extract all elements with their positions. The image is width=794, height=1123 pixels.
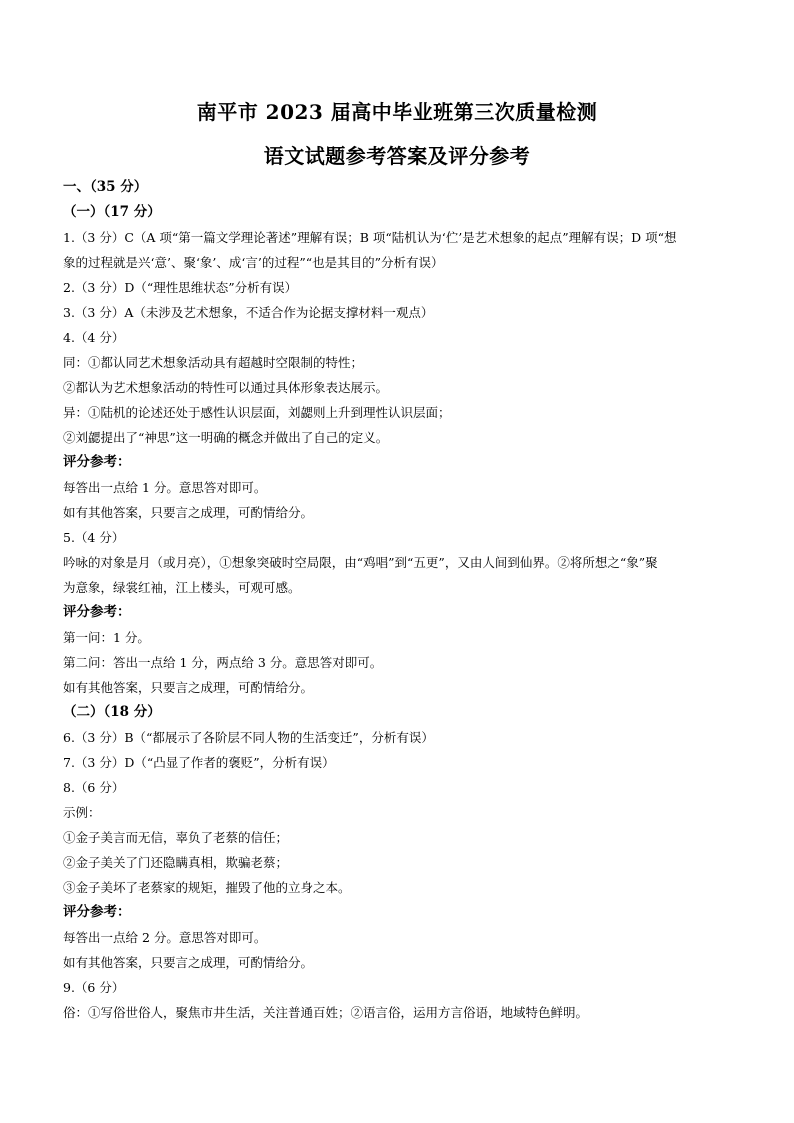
text-line: 象的过程就是兴‘意’、聚‘象’、成‘言’的过程”“也是其目的”分析有误） <box>63 255 444 270</box>
text-line: ②刘勰提出了“神思”这一明确的概念并做出了自己的定义。 <box>63 430 389 445</box>
document-subtitle: 语文试题参考答案及评分参考 <box>263 144 531 168</box>
text-line: 2.（3 分）D（“理性思维状态”分析有误） <box>63 280 298 295</box>
text-line: ③金子美坏了老蔡家的规矩，摧毁了他的立身之本。 <box>63 880 351 895</box>
text-line: 8.（6 分） <box>63 780 125 795</box>
text-line: 第一问：1 分。 <box>63 630 150 645</box>
document-title: 南平市 2023 届高中毕业班第三次质量检测 <box>196 100 598 124</box>
text-line: 俗：①写俗世俗人，聚焦市井生活，关注普通百姓；②语言俗，运用方言俗语，地域特色鲜明。 <box>63 1005 589 1020</box>
subsection-heading-2: （二）（18 分） <box>63 704 161 720</box>
text-line: 示例： <box>63 805 101 820</box>
text-line: 5.（4 分） <box>63 530 125 545</box>
text-line: 3.（3 分）A（未涉及艺术想象，不适合作为论据支撑材料一观点） <box>63 305 434 320</box>
text-line: 9.（6 分） <box>63 980 125 995</box>
text-line: ②都认为艺术想象活动的特性可以通过具体形象表达展示。 <box>63 380 389 395</box>
scoring-heading: 评分参考： <box>63 454 131 470</box>
section-heading-1: 一、（35 分） <box>63 179 148 195</box>
text-line: 7.（3 分）D（“凸显了作者的褒贬”，分析有误） <box>63 755 335 770</box>
text-line: 吟咏的对象是月（或月亮），①想象突破时空局限，由“鸡唱”到“五更”，又由人间到仙界。②将所想之“象”聚 <box>63 555 658 570</box>
text-line: 4.（4 分） <box>63 330 125 345</box>
text-line: 1.（3 分）C（A 项“第一篇文学理论著述”理解有误；B 项“陆机认为‘伫’是艺术想象的起点”理解有误；D 项“想 <box>63 230 677 245</box>
scoring-heading: 评分参考： <box>63 904 131 920</box>
text-line: ①金子美言而无信，辜负了老蔡的信任； <box>63 830 289 845</box>
text-line: 为意象，绿裳红袖，江上楼头，可观可感。 <box>63 580 301 595</box>
text-line: 6.（3 分）B（“都展示了各阶层不同人物的生活变迁”，分析有误） <box>63 730 434 745</box>
text-line: 如有其他答案，只要言之成理，可酌情给分。 <box>63 955 314 970</box>
scoring-heading: 评分参考： <box>63 604 131 620</box>
text-line: 如有其他答案，只要言之成理，可酌情给分。 <box>63 680 314 695</box>
text-line: 每答出一点给 1 分。意思答对即可。 <box>63 480 267 495</box>
answer-content <box>63 175 743 1025</box>
text-line: 第二问：答出一点给 1 分，两点给 3 分。意思答对即可。 <box>63 655 383 670</box>
subsection-heading-1: （一）（17 分） <box>63 204 161 220</box>
text-line: 每答出一点给 2 分。意思答对即可。 <box>63 930 267 945</box>
text-line: 如有其他答案，只要言之成理，可酌情给分。 <box>63 505 314 520</box>
text-line: ②金子美关了门还隐瞒真相，欺骗老蔡； <box>63 855 289 870</box>
text-line: 同：①都认同艺术想象活动具有超越时空限制的特性； <box>63 355 364 370</box>
text-line: 异：①陆机的论述还处于感性认识层面，刘勰则上升到理性认识层面； <box>63 405 451 420</box>
